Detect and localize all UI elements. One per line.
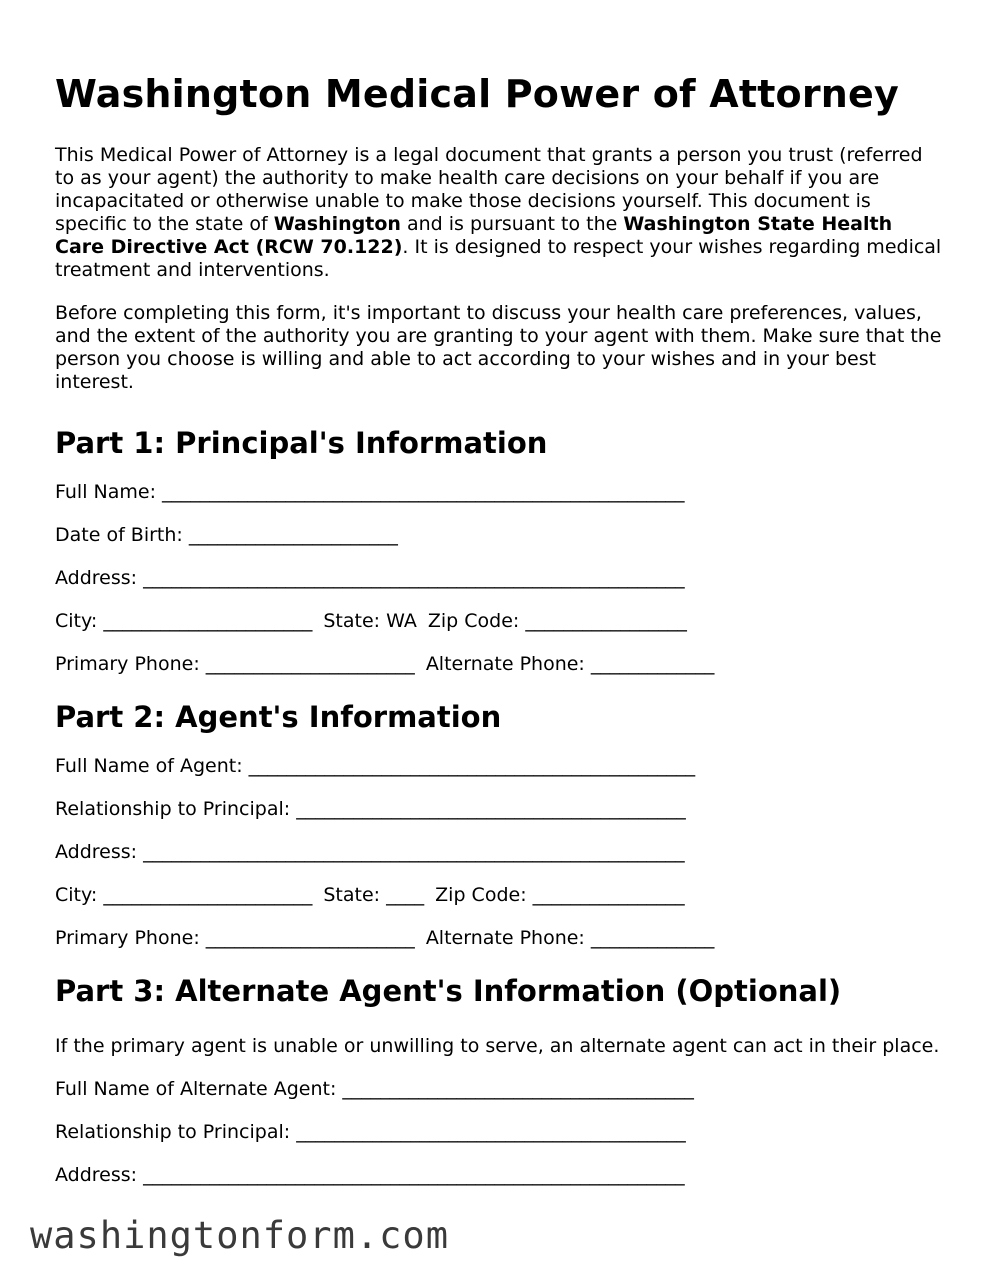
principal-dob-field[interactable] [55,524,945,547]
field-blank[interactable]: _______________________________________________________ [162,481,685,503]
principal-address-field[interactable] [55,567,945,590]
principal-city-state-zip-row [55,610,945,633]
field-label: Relationship to Principal: [55,1121,291,1143]
agent-state-field[interactable] [323,884,424,906]
field-label: Address: [55,1164,138,1186]
field-blank[interactable]: ______________________ [205,653,415,675]
field-blank[interactable]: _________________________________________________________ [143,1164,685,1186]
agent-zip-field[interactable] [435,884,684,906]
field-blank[interactable]: ______________________ [205,927,415,949]
field-blank[interactable]: ______________________ [103,610,313,632]
field-label: State: [323,884,381,906]
part1-heading: Part 1: Principal's Information [55,426,548,460]
field-label: Relationship to Principal: [55,798,291,820]
field-label: Alternate Phone: [425,927,585,949]
field-label: Full Name of Alternate Agent: [55,1078,337,1100]
part2-fields [55,755,945,950]
intro-text-2: and is pursuant to the [400,213,624,235]
field-blank[interactable]: _________________________________________ [296,1121,686,1143]
part3-fields [55,1078,945,1187]
field-label: Full Name of Agent: [55,755,243,777]
principal-full-name-field[interactable] [55,481,945,504]
field-label: Alternate Phone: [425,653,585,675]
intro-paragraph [55,144,945,282]
agent-phone-row [55,927,945,950]
field-label: City: [55,884,98,906]
part2-heading: Part 2: Agent's Information [55,700,502,734]
agent-primary-phone-field[interactable] [55,927,415,949]
part1-fields [55,481,945,676]
field-blank[interactable]: _____________ [590,653,715,675]
agent-full-name-field[interactable] [55,755,945,778]
agent-relationship-field[interactable] [55,798,945,821]
field-blank[interactable]: _________________ [525,610,687,632]
alternate-agent-full-name-field[interactable] [55,1078,945,1101]
field-blank[interactable]: ____ [386,884,425,906]
agent-city-field[interactable] [55,884,312,906]
document-page [55,70,945,1187]
field-blank[interactable]: _________________________________________________________ [143,567,685,589]
principal-zip-field[interactable] [428,610,687,632]
field-label: Primary Phone: [55,927,200,949]
field-label: Zip Code: [435,884,527,906]
site-watermark: washingtonform.com [30,1214,449,1257]
field-blank[interactable]: _________________________________________ [296,798,686,820]
agent-alternate-phone-field[interactable] [426,927,715,949]
field-blank[interactable]: ______________________ [188,524,398,546]
field-label: Primary Phone: [55,653,200,675]
intro-bold-state: Washington [273,213,401,235]
field-blank[interactable]: ________________ [532,884,685,906]
field-blank[interactable]: ______________________ [103,884,313,906]
field-blank[interactable]: _________________________________________________________ [143,841,685,863]
intro-text-1: This Medical Power of Attorney is a legal document that grants a person you trust (referred to as your agent) the authority to make health care decisions on your behalf if you are incapacitated or otherwise unable to make those decisions yourself. This document is specific to the state of [55,144,923,235]
principal-alternate-phone-field[interactable] [426,653,715,675]
field-blank[interactable]: _____________ [590,927,715,949]
part3-note: If the primary agent is unable or unwilling to serve, an alternate agent can act in their place. [55,1035,940,1057]
field-label: Date of Birth: [55,524,183,546]
field-label: City: [55,610,98,632]
field-label: Address: [55,567,138,589]
intro-bold-act: Washington State Health Care Directive Act (RCW 70.122) [55,213,893,258]
principal-city-field[interactable] [55,610,312,632]
agent-city-state-zip-row [55,884,945,907]
part3-heading: Part 3: Alternate Agent's Information (Optional) [55,974,842,1008]
field-label: Address: [55,841,138,863]
agent-address-field[interactable] [55,841,945,864]
alternate-agent-relationship-field[interactable] [55,1121,945,1144]
principal-primary-phone-field[interactable] [55,653,415,675]
field-label: Full Name: [55,481,156,503]
intro-text-3: . It is designed to respect your wishes regarding medical treatment and interventions. [55,236,942,281]
principal-state-field [323,610,416,632]
alternate-agent-address-field[interactable] [55,1164,945,1187]
before-paragraph: Before completing this form, it's important to discuss your health care preferences, values, and the extent of the authority you are granting to your agent with them. Make sure that the person you choose is willing and able to act according to your wishes and in your best interest. [55,302,942,393]
field-label: Zip Code: [427,610,520,632]
field-blank[interactable]: _______________________________________________ [248,755,696,777]
field-label: State: WA [323,610,417,632]
field-blank[interactable]: _____________________________________ [342,1078,694,1100]
principal-phone-row [55,653,945,676]
document-title: Washington Medical Power of Attorney [55,72,899,116]
